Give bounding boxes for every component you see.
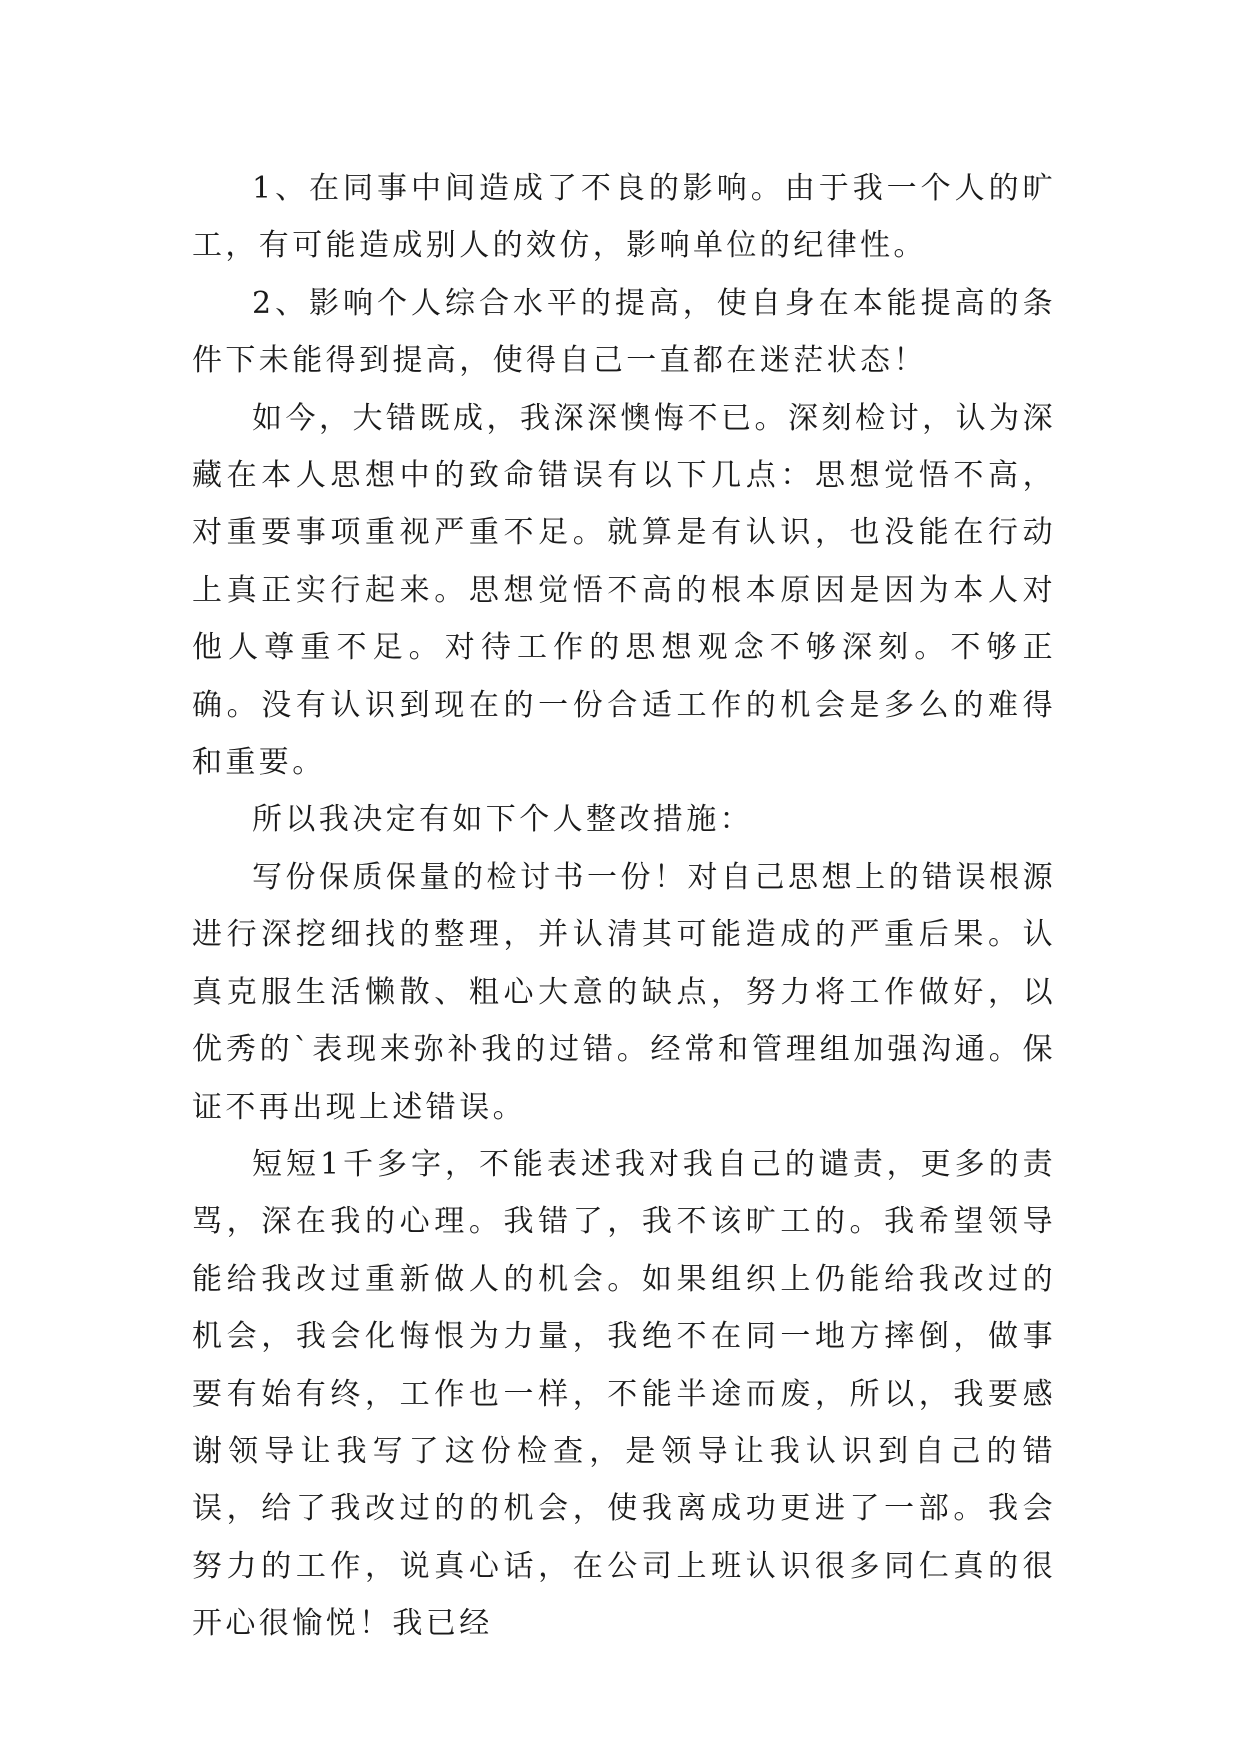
- paragraph-2: 2、影响个人综合水平的提高，使自身在本能提高的条件下未能得到提高，使得自己一直都在迷茫状态！: [192, 285, 1056, 379]
- paragraph-3: 如今，大错既成，我深深懊悔不已。深刻检讨，认为深藏在本人思想中的致命错误有以下几点：思想觉悟不高，对重要事项重视严重不足。就算是有认识，也没能在行动上真正实行起来。思想觉悟不高的根本原因是因为本人对他人尊重不足。对待工作的思想观念不够深刻。不够正确。没有认识到现在的一份合适工作的机会是多么的难得和重要。: [192, 400, 1056, 781]
- document-body: [192, 160, 1056, 1653]
- paragraph-5: 写份保质保量的检讨书一份！对自己思想上的错误根源进行深挖细找的整理，并认清其可能造成的严重后果。认真克服生活懒散、粗心大意的缺点，努力将工作做好，以优秀的`表现来弥补我的过错。经常和管理组加强沟通。保证不再出现上述错误。: [192, 859, 1056, 1125]
- paragraph-1: 1、在同事中间造成了不良的影响。由于我一个人的旷工，有可能造成别人的效仿，影响单位的纪律性。: [192, 171, 1056, 264]
- paragraph-6: 短短1千多字，不能表述我对我自己的谴责，更多的责骂，深在我的心理。我错了，我不该旷工的。我希望领导能给我改过重新做人的机会。如果组织上仍能给我改过的机会，我会化悔恨为力量，我绝不在同一地方摔倒，做事要有始有终，工作也一样，不能半途而废，所以，我要感谢领导让我写了这份检查，是领导让我认识到自己的错误，给了我改过的的机会，使我离成功更进了一部。我会努力的工作，说真心话，在公司上班认识很多同仁真的很开心很愉悦！我已经: [192, 1146, 1056, 1642]
- paragraph-4: 所以我决定有如下个人整改措施：: [252, 802, 753, 838]
